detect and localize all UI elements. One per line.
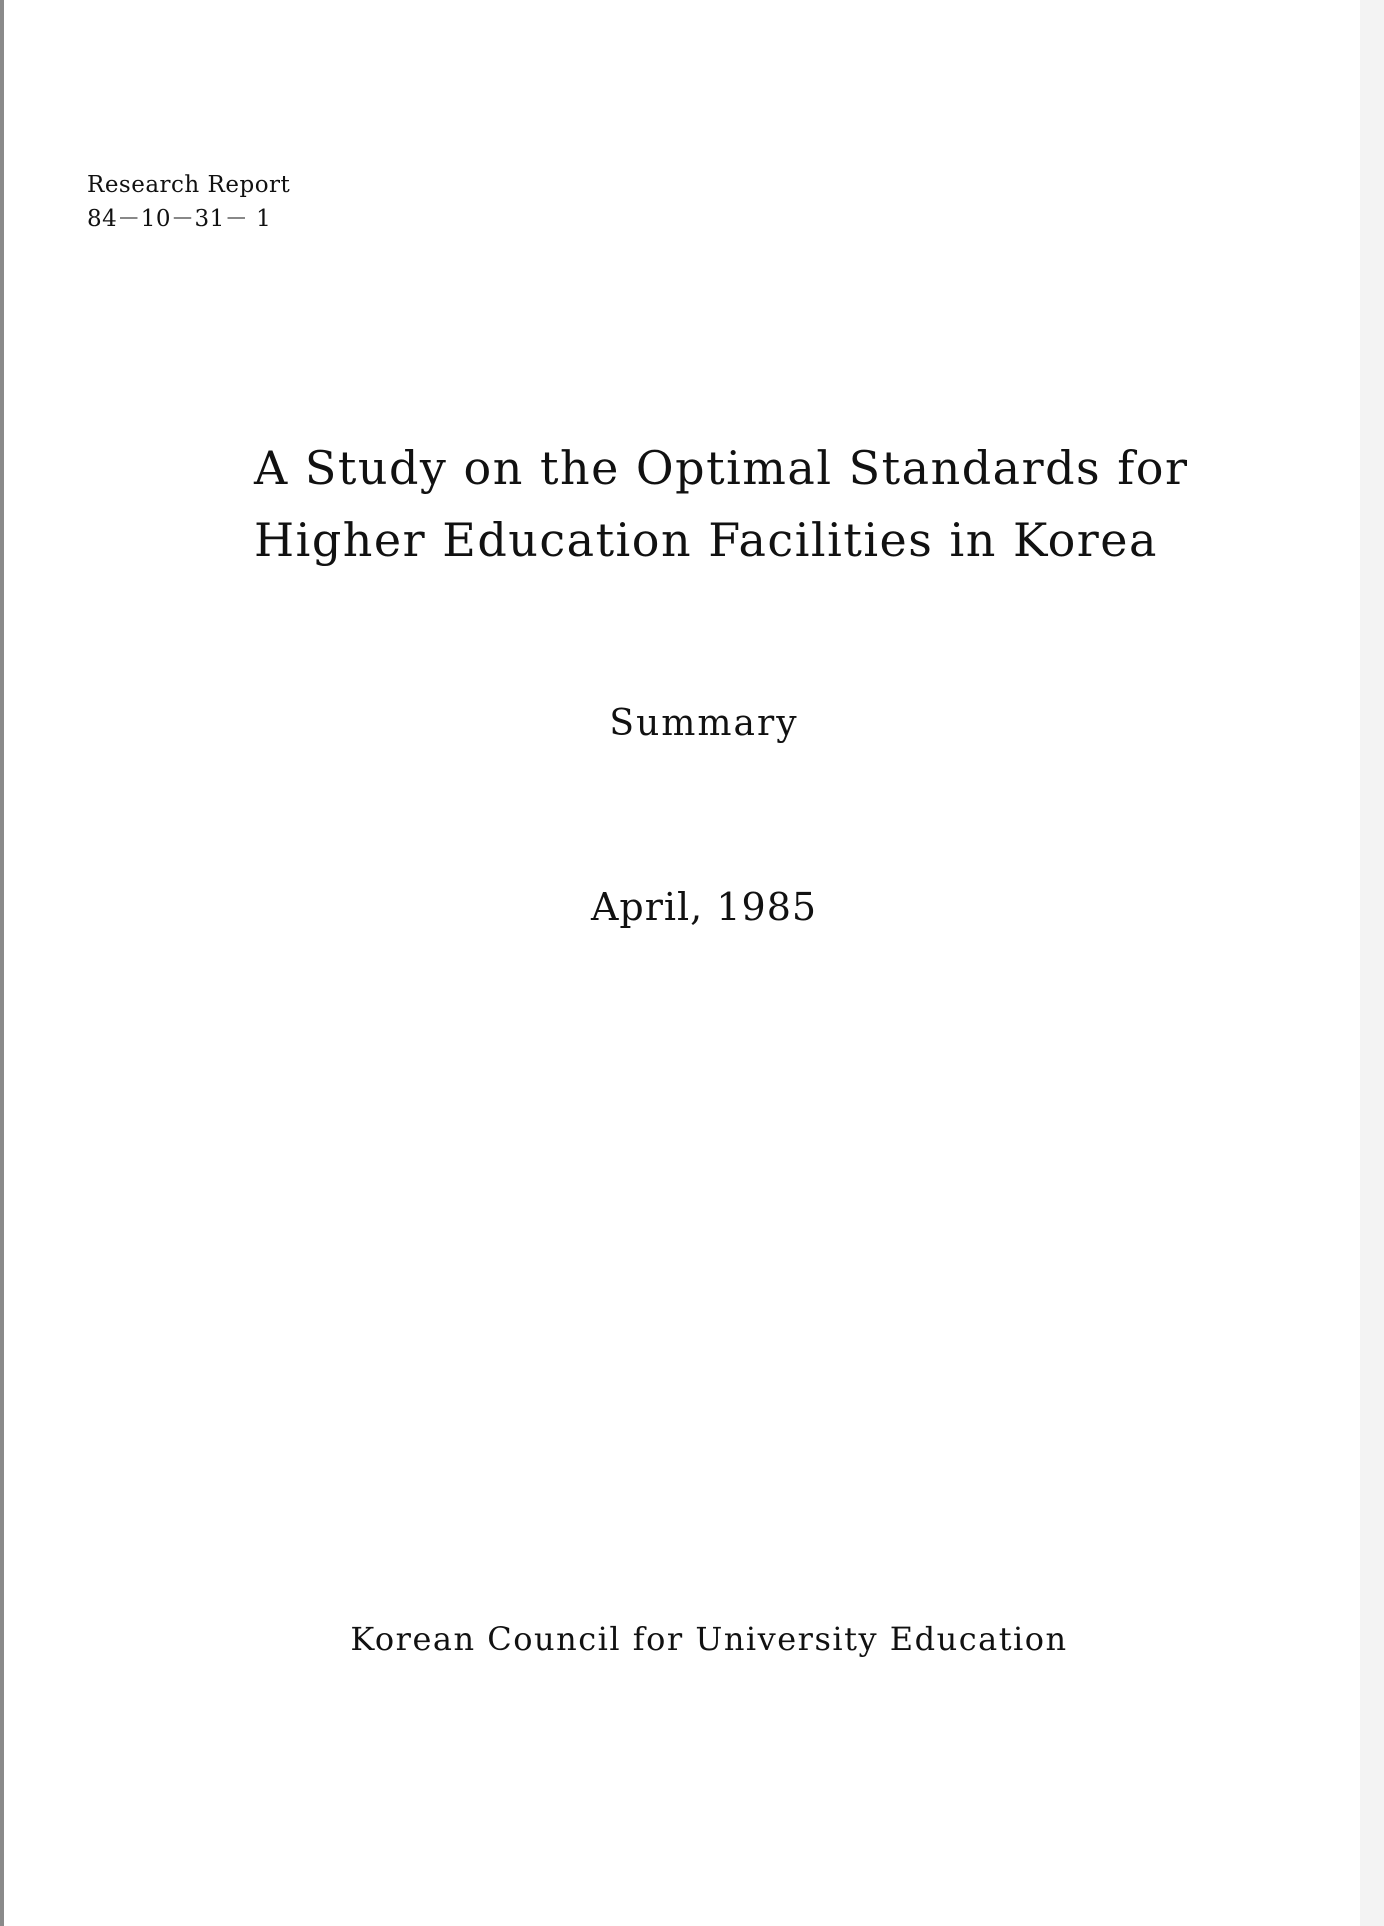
title-line-2: Higher Education Facilities in Korea xyxy=(254,513,1158,567)
background-margin xyxy=(1360,0,1384,1926)
document-title xyxy=(254,432,1188,576)
document-subtitle: Summary xyxy=(609,703,799,744)
publisher-name: Korean Council for University Education xyxy=(350,1620,1068,1658)
report-number: 84－10－31－ 1 xyxy=(87,206,272,232)
publication-date: April, 1985 xyxy=(590,885,818,929)
report-id-block xyxy=(87,168,290,236)
report-label: Research Report xyxy=(87,172,291,198)
title-line-1: A Study on the Optimal Standards for xyxy=(254,441,1189,495)
